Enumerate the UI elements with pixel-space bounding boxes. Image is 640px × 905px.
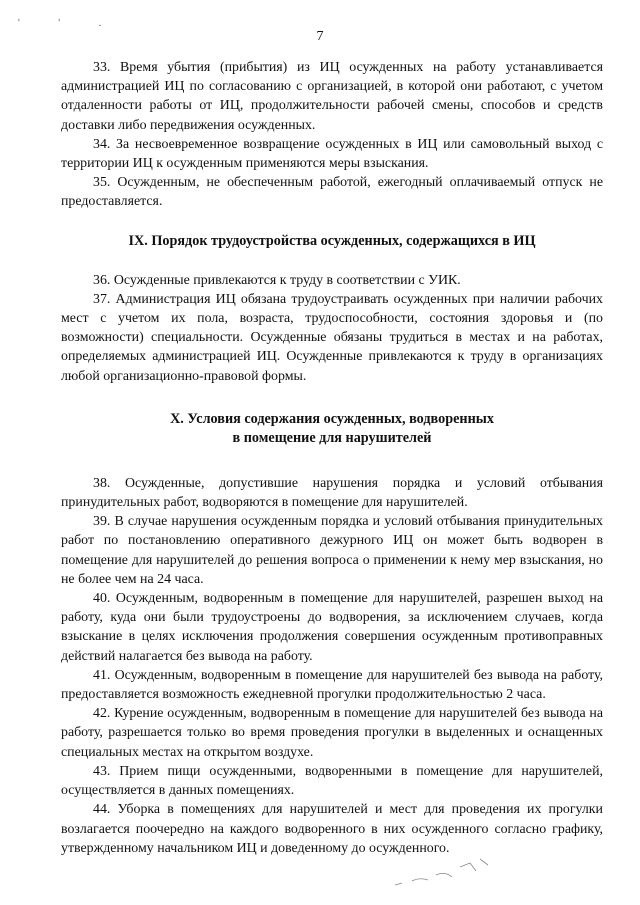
section-heading: [61, 410, 603, 448]
document-body: [61, 58, 603, 858]
paragraph: 33. Время убытия (прибытия) из ИЦ осужденных на работу устанавливается администрацией ИЦ по согласованию с организацией, в которой они работают, с учетом отдаленности работы от ИЦ, продолжительности рабочей смены, способов и средств доставки либо передвижения осужденных.: [61, 60, 603, 133]
section-heading-line: IX. Порядок трудоустройства осужденных, содержащихся в ИЦ: [128, 232, 536, 249]
paragraph: 36. Осужденные привлекаются к труду в соответствии с УИК.: [93, 272, 461, 288]
paragraph: 38. Осужденные, допустившие нарушения порядка и условий отбывания принудительных работ, водворяются в помещение для нарушителей.: [61, 475, 603, 511]
paragraph: 41. Осужденным, водворенным в помещение для нарушителей без вывода на работу, предоставляется возможность ежедневной прогулки продолжительностью 2 часа.: [61, 667, 603, 703]
page-number: 7: [316, 29, 324, 44]
section-heading: [61, 232, 603, 251]
paragraph: 40. Осужденным, водворенным в помещение для нарушителей, разрешен выход на работу, куда они были трудоустроены до водворения, за исключением случаев, когда взыскание в целях исключения продолжения совершения осужденным противоправных действий налагается без вывода на работу.: [61, 591, 603, 664]
section-heading-line: в помещение для нарушителей: [232, 429, 432, 446]
paragraph: 42. Курение осужденным, водворенным в помещение для нарушителей без вывода на работу, разрешается только во время проведения прогулки в выделенных и оснащенных специальных местах на открытом воздухе.: [61, 706, 603, 760]
paragraph: 35. Осужденным, не обеспеченным работой, ежегодный оплачиваемый отпуск не предоставляется.: [61, 175, 603, 210]
paragraph: 37. Администрация ИЦ обязана трудоустраивать осужденных при наличии рабочих мест с учетом их пола, возраста, трудоспособности, состояния здоровья и (по возможности) специальности. Осужденные обязаны трудиться в местах и на работах, определяемых администрацией ИЦ. Осужденные привлекаются к труду в организациях любой организационно-правовой формы.: [61, 291, 603, 384]
paragraph: 43. Прием пищи осужденными, водворенными в помещение для нарушителей, осуществляется в данных помещениях.: [61, 763, 603, 799]
signature-mark: [390, 853, 500, 893]
paragraph: 39. В случае нарушения осужденным порядка и условий отбывания принудительных работ по постановлению оперативного дежурного ИЦ он может быть водворен в помещение для нарушителей до решения вопроса о применении к нему мер взыскания, но не более чем на 24 часа.: [61, 514, 603, 587]
paragraph: 44. Уборка в помещениях для нарушителей и мест для проведения их прогулки возлагается поочередно на каждого водворенного в них осужденного согласно графику, утвержденному начальником ИЦ и доведенному до осужденного.: [61, 802, 603, 856]
section-heading-line: X. Условия содержания осужденных, водворенных: [170, 410, 494, 427]
paragraph: 34. За несвоевременное возвращение осужденных в ИЦ или самовольный выход с территории ИЦ к осужденным применяются меры взыскания.: [61, 136, 603, 172]
corner-marks: ' ' .: [18, 18, 120, 29]
